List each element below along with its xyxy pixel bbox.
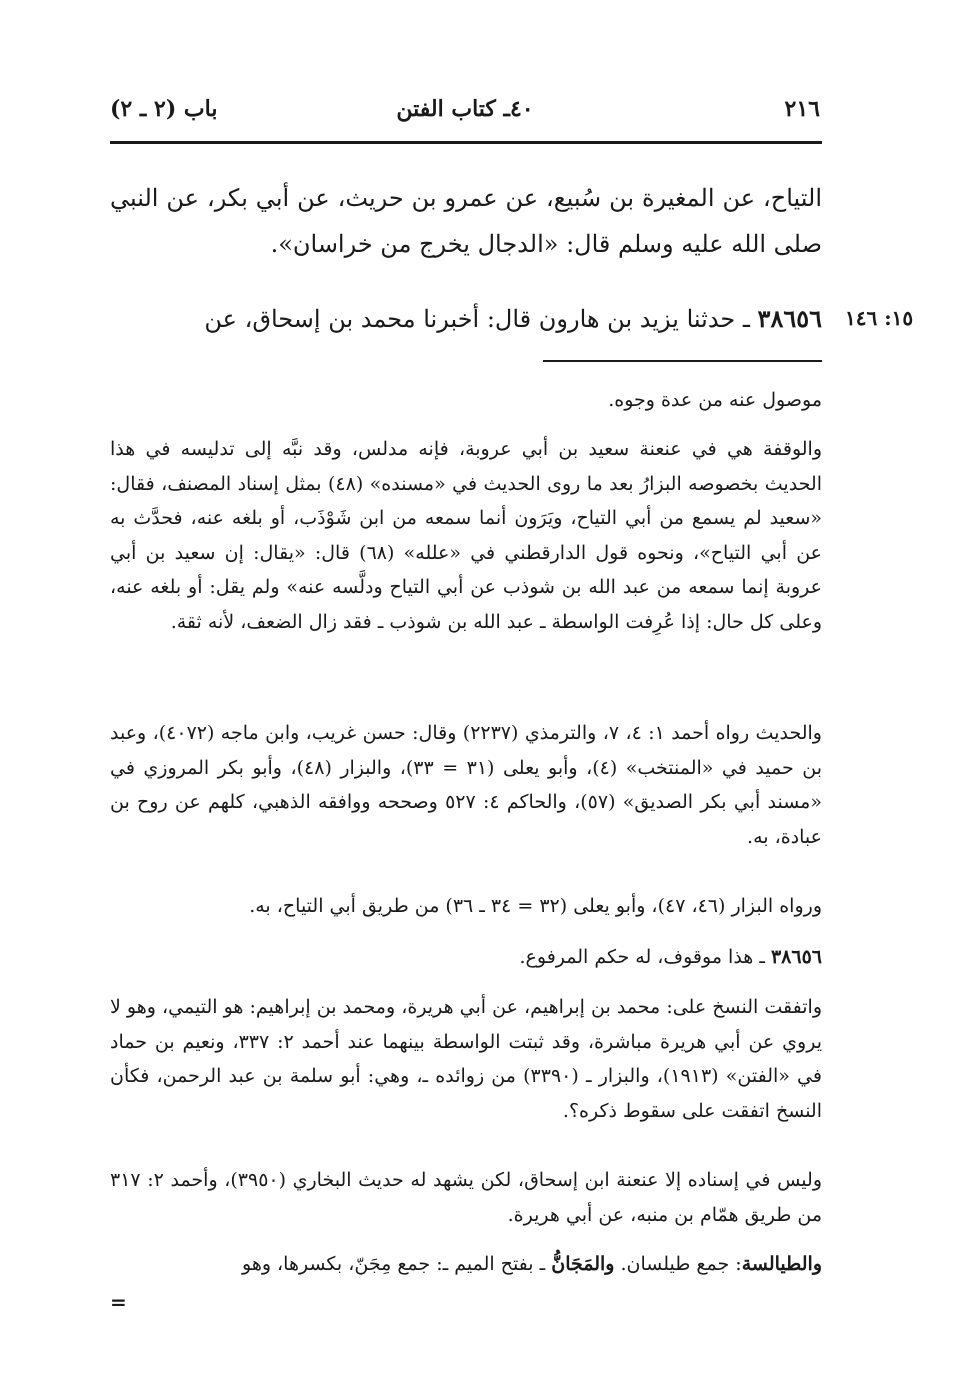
footnote-paragraph-7: وليس في إسناده إلا عنعنة ابن إسحاق، لكن يشهد له حديث البخاري (٣٩٥٠)، وأحمد ٢: ٣١٧ من طريق همّام بن منبه، عن أبي هريرة. xyxy=(110,1169,822,1226)
footnote-separator xyxy=(543,360,822,362)
margin-reference: ١٥: ١٤٦ xyxy=(845,306,914,330)
page-header xyxy=(110,96,820,132)
footnote-paragraph-4: ورواه البزار (٤٦، ٤٧)، وأبو يعلى (٣٢ = ٣٤ ـ ٣٦) من طريق أبي التياح، به. xyxy=(249,895,822,917)
footnote-paragraph-2: والوقفة هي في عنعنة سعيد بن أبي عروبة، فإنه مدلس، وقد نبَّه إلى تدليسه في هذا الحديث بخصوصه البزارُ بعد ما روى الحديث في «مسنده» (٤٨) بمثل إسناد المصنف، فقال: «سعيد لم يسمع من أبي التياح، ويَرَون أنما سمعه من ابن شَوْذَب، أو بلغه عنه، فحدَّث به عن أبي التياح»، ونحوه قول الدارقطني في «علله» (٦٨) قال: «يقال: إن سعيد بن أبي عروبة إنما سمعه من عبد الله بن شوذب عن أبي التياح ودلَّسه عنه» ولم يقل: أو بلغه عنه، وعلى كل حال: إذا عُرِفت الواسطة ـ عبد الله بن شوذب ـ فقد زال الضعف، لأنه ثقة. xyxy=(110,438,823,633)
continuation-mark: = xyxy=(110,1290,127,1314)
book-title: ٤٠ـ كتاب الفتن xyxy=(396,96,534,122)
main-paragraph-1: التياح، عن المغيرة بن سُبيع، عن عمرو بن حريث، عن أبي بكر، عن النبي صلى الله عليه وسلم قال: «الدجال يخرج من خراسان». xyxy=(110,184,822,258)
footnote-hadith-text: ـ هذا موقوف، له حكم المرفوع. xyxy=(519,946,771,968)
footnote-paragraph-6: واتفقت النسخ على: محمد بن إبراهيم، عن أبي هريرة، ومحمد بن إبراهيم: هو التيمي، وهو لا يروي عن أبي هريرة مباشرة، وقد ثبتت الواسطة بينهما عند أحمد ٢: ٣٣٧، ونعيم بن حماد في «الفتن» (١٩١٣)، والبزار ـ (٣٣٩٠) من زوائده ـ، وهي: أبو سلمة بن عبد الرحمن، فكأن النسخ اتفقت على سقوط ذكره؟. xyxy=(110,996,822,1122)
footnote-paragraph-8 xyxy=(110,1247,822,1282)
footnote-paragraph-1: موصول عنه من عدة وجوه. xyxy=(608,389,822,411)
chapter-label: باب (٢ ـ ٢) xyxy=(110,96,218,122)
main-paragraph-2 xyxy=(110,296,822,342)
glossary-text-2: ـ بفتح الميم ـ: جمع مِجَنّ، بكسرها، وهو xyxy=(242,1253,552,1275)
page-number: ٢١٦ xyxy=(784,96,820,122)
footnote-paragraph-5 xyxy=(110,940,822,975)
footnote-hadith-number: ٣٨٦٥٦ xyxy=(770,946,822,968)
hadith-number: ٣٨٦٥٦ xyxy=(757,304,822,333)
hadith-text: ـ حدثنا يزيد بن هارون قال: أخبرنا محمد بن إسحاق، عن xyxy=(204,305,758,333)
header-rule xyxy=(110,141,822,144)
footnote-paragraph-3: والحديث رواه أحمد ١: ٤، ٧، والترمذي (٢٢٣٧) وقال: حسن غريب، وابن ماجه (٤٠٧٢)، وعبد بن حميد في «المنتخب» (٤)، وأبو يعلى (٣١ = ٣٣)، والبزار (٤٨)، وأبو بكر المروزي في «مسند أبي بكر الصديق» (٥٧)، والحاكم ٤: ٥٢٧ وصححه ووافقه الذهبي، كلهم عن روح بن عبادة، به. xyxy=(110,722,823,848)
glossary-term-2: والمَجَانُّ xyxy=(551,1253,615,1275)
glossary-term-1: والطيالسة xyxy=(741,1253,822,1275)
glossary-text-1: : جمع طيلسان. xyxy=(614,1253,742,1275)
